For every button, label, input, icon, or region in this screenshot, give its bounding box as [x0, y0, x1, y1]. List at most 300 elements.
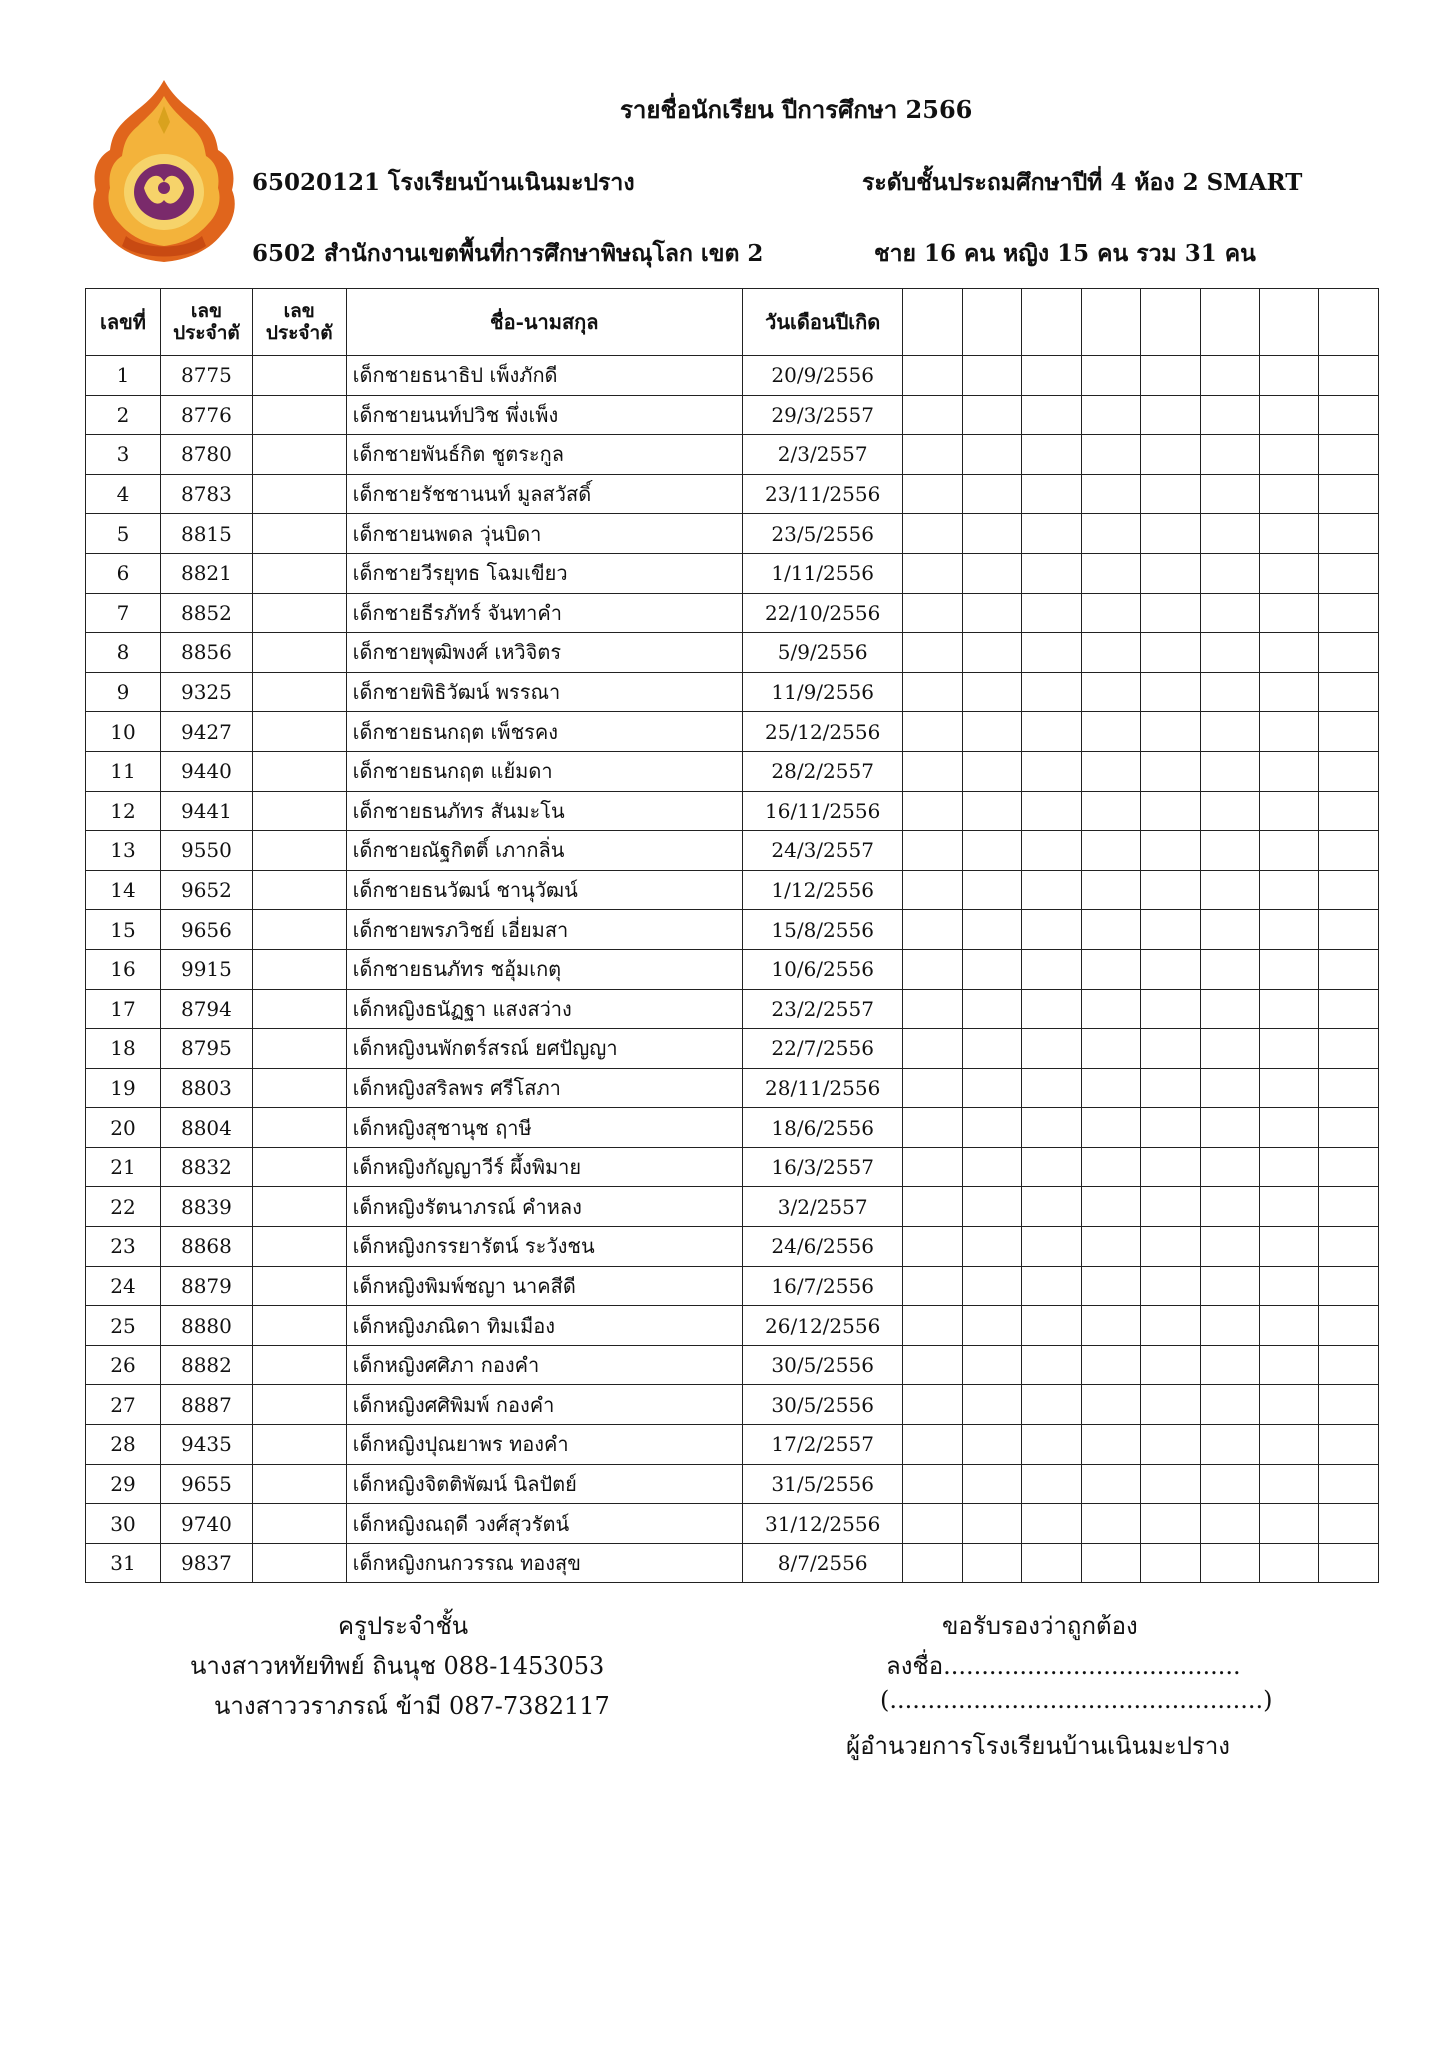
student-id-2	[252, 712, 346, 752]
blank-cell	[1319, 553, 1379, 593]
blank-cell	[1319, 1504, 1379, 1544]
date-of-birth: 28/11/2556	[742, 1068, 903, 1108]
student-id-2	[252, 633, 346, 673]
blank-cell	[1319, 1385, 1379, 1425]
student-name: เด็กหญิงพิมพ์ชญา นาคสีดี	[346, 1266, 742, 1306]
blank-cell	[1081, 791, 1140, 831]
blank-cell	[1022, 791, 1081, 831]
blank-cell	[1260, 553, 1319, 593]
table-row	[86, 910, 1379, 950]
table-row	[86, 751, 1379, 791]
signature-name-line: (.................................................)	[880, 1686, 1273, 1714]
row-number: 14	[86, 870, 161, 910]
blank-cell	[1319, 356, 1379, 396]
row-number: 21	[86, 1147, 161, 1187]
blank-cell	[1141, 1504, 1200, 1544]
student-name: เด็กหญิงสุชานุช ฤาษี	[346, 1108, 742, 1148]
blank-cell	[1141, 751, 1200, 791]
table-row	[86, 395, 1379, 435]
blank-cell	[962, 831, 1021, 871]
blank-cell	[903, 395, 962, 435]
student-id: 9740	[161, 1504, 253, 1544]
blank-cell	[1319, 1108, 1379, 1148]
student-id-2	[252, 870, 346, 910]
blank-cell	[962, 1345, 1021, 1385]
table-row	[86, 712, 1379, 752]
row-number: 31	[86, 1543, 161, 1583]
blank-cell	[1081, 1306, 1140, 1346]
blank-cell	[1081, 1187, 1140, 1227]
student-id: 8804	[161, 1108, 253, 1148]
date-of-birth: 16/7/2556	[742, 1266, 903, 1306]
student-name: เด็กชายธนกฤต เพ็ชรคง	[346, 712, 742, 752]
student-roster-table	[85, 288, 1379, 1583]
signature-line: ลงชื่อ.......................................	[886, 1652, 1241, 1680]
date-of-birth: 10/6/2556	[742, 949, 903, 989]
blank-cell	[1260, 593, 1319, 633]
row-number: 16	[86, 949, 161, 989]
blank-cell	[903, 1266, 962, 1306]
blank-cell	[903, 553, 962, 593]
student-id-2	[252, 989, 346, 1029]
blank-cell	[1200, 949, 1259, 989]
blank-cell	[1260, 1266, 1319, 1306]
blank-cell	[1200, 831, 1259, 871]
blank-cell	[1260, 989, 1319, 1029]
blank-cell	[1141, 831, 1200, 871]
row-number: 11	[86, 751, 161, 791]
blank-cell	[1141, 1306, 1200, 1346]
row-number: 30	[86, 1504, 161, 1544]
blank-cell	[1200, 435, 1259, 475]
student-name: เด็กชายรัชชานนท์ มูลสวัสดิ์	[346, 474, 742, 514]
header-blank	[962, 289, 1021, 356]
blank-cell	[1260, 1029, 1319, 1069]
blank-cell	[1200, 356, 1259, 396]
student-name: เด็กหญิงปุณยาพร ทองคำ	[346, 1425, 742, 1465]
student-id: 9435	[161, 1425, 253, 1465]
blank-cell	[1260, 1147, 1319, 1187]
row-number: 29	[86, 1464, 161, 1504]
blank-cell	[1260, 1425, 1319, 1465]
table-row	[86, 1068, 1379, 1108]
blank-cell	[1141, 395, 1200, 435]
blank-cell	[903, 870, 962, 910]
table-row	[86, 1147, 1379, 1187]
blank-cell	[903, 1108, 962, 1148]
blank-cell	[1260, 831, 1319, 871]
blank-cell	[962, 1385, 1021, 1425]
student-name: เด็กหญิงธนัฏฐา แสงสว่าง	[346, 989, 742, 1029]
table-row	[86, 1425, 1379, 1465]
student-name: เด็กชายพิธิวัฒน์ พรรณา	[346, 672, 742, 712]
blank-cell	[1141, 712, 1200, 752]
student-id: 9427	[161, 712, 253, 752]
student-name: เด็กชายณัฐกิตติ์ เภากลิ่น	[346, 831, 742, 871]
student-id: 8815	[161, 514, 253, 554]
blank-cell	[1200, 1266, 1259, 1306]
blank-cell	[903, 1543, 962, 1583]
table-body	[86, 356, 1379, 1583]
student-id: 9652	[161, 870, 253, 910]
blank-cell	[903, 831, 962, 871]
table-row	[86, 791, 1379, 831]
blank-cell	[1141, 1029, 1200, 1069]
student-id-2	[252, 356, 346, 396]
blank-cell	[1081, 1543, 1140, 1583]
date-of-birth: 16/11/2556	[742, 791, 903, 831]
row-number: 10	[86, 712, 161, 752]
student-id: 9837	[161, 1543, 253, 1583]
student-id: 8887	[161, 1385, 253, 1425]
blank-cell	[1200, 1504, 1259, 1544]
student-name: เด็กหญิงกรรยารัตน์ ระวังชน	[346, 1227, 742, 1267]
date-of-birth: 8/7/2556	[742, 1543, 903, 1583]
blank-cell	[1319, 989, 1379, 1029]
table-row	[86, 356, 1379, 396]
blank-cell	[1319, 633, 1379, 673]
blank-cell	[1022, 553, 1081, 593]
blank-cell	[1200, 1227, 1259, 1267]
student-name: เด็กหญิงณฤดี วงศ์สุวรัตน์	[346, 1504, 742, 1544]
blank-cell	[1260, 870, 1319, 910]
blank-cell	[1260, 1464, 1319, 1504]
student-name: เด็กหญิงศศิพิมพ์ กองคำ	[346, 1385, 742, 1425]
date-of-birth: 1/11/2556	[742, 553, 903, 593]
row-number: 19	[86, 1068, 161, 1108]
blank-cell	[1022, 1425, 1081, 1465]
student-id-2	[252, 831, 346, 871]
table-row	[86, 1029, 1379, 1069]
blank-cell	[1260, 751, 1319, 791]
row-number: 4	[86, 474, 161, 514]
blank-cell	[1081, 949, 1140, 989]
row-number: 1	[86, 356, 161, 396]
blank-cell	[903, 474, 962, 514]
header-blank	[1260, 289, 1319, 356]
blank-cell	[962, 1227, 1021, 1267]
blank-cell	[903, 751, 962, 791]
row-number: 3	[86, 435, 161, 475]
blank-cell	[1260, 514, 1319, 554]
date-of-birth: 30/5/2556	[742, 1385, 903, 1425]
blank-cell	[903, 1227, 962, 1267]
student-name: เด็กชายธนภัทร ชอุ้มเกตุ	[346, 949, 742, 989]
blank-cell	[1319, 593, 1379, 633]
blank-cell	[1200, 1425, 1259, 1465]
table-row	[86, 1266, 1379, 1306]
blank-cell	[1200, 870, 1259, 910]
document-title: รายชื่อนักเรียน ปีการศึกษา 2566	[620, 95, 973, 124]
blank-cell	[1141, 1147, 1200, 1187]
blank-cell	[1022, 1108, 1081, 1148]
blank-cell	[1141, 553, 1200, 593]
blank-cell	[1022, 474, 1081, 514]
student-name: เด็กชายนพดล วุ่นบิดา	[346, 514, 742, 554]
student-id-2	[252, 553, 346, 593]
date-of-birth: 17/2/2557	[742, 1425, 903, 1465]
table-row	[86, 474, 1379, 514]
table-row	[86, 1385, 1379, 1425]
student-id: 8794	[161, 989, 253, 1029]
date-of-birth: 22/10/2556	[742, 593, 903, 633]
table-row	[86, 1345, 1379, 1385]
blank-cell	[1319, 870, 1379, 910]
blank-cell	[1081, 672, 1140, 712]
table-row	[86, 1464, 1379, 1504]
student-id-2	[252, 435, 346, 475]
blank-cell	[903, 1425, 962, 1465]
blank-cell	[1081, 1227, 1140, 1267]
blank-cell	[1200, 633, 1259, 673]
blank-cell	[1022, 395, 1081, 435]
student-id-2	[252, 1345, 346, 1385]
blank-cell	[1141, 1227, 1200, 1267]
blank-cell	[1081, 514, 1140, 554]
blank-cell	[1022, 1306, 1081, 1346]
table-row	[86, 1227, 1379, 1267]
header-student-id-top: เลข	[190, 300, 222, 322]
row-number: 2	[86, 395, 161, 435]
blank-cell	[1081, 712, 1140, 752]
blank-cell	[1319, 672, 1379, 712]
header-dob: วันเดือนปีเกิด	[742, 289, 903, 356]
blank-cell	[1260, 435, 1319, 475]
blank-cell	[1081, 751, 1140, 791]
blank-cell	[1319, 831, 1379, 871]
date-of-birth: 24/3/2557	[742, 831, 903, 871]
student-name: เด็กหญิงกนกวรรณ ทองสุข	[346, 1543, 742, 1583]
student-id-2	[252, 1385, 346, 1425]
date-of-birth: 5/9/2556	[742, 633, 903, 673]
blank-cell	[1319, 949, 1379, 989]
blank-cell	[962, 633, 1021, 673]
blank-cell	[1319, 1345, 1379, 1385]
blank-cell	[1081, 1425, 1140, 1465]
blank-cell	[1141, 870, 1200, 910]
blank-cell	[1022, 910, 1081, 950]
student-id: 8821	[161, 553, 253, 593]
student-name: เด็กชายพันธ์กิต ชูตระกูล	[346, 435, 742, 475]
blank-cell	[903, 593, 962, 633]
student-name: เด็กชายพุฒิพงศ์ เหวิจิตร	[346, 633, 742, 673]
blank-cell	[1081, 989, 1140, 1029]
blank-cell	[1319, 1147, 1379, 1187]
row-number: 15	[86, 910, 161, 950]
date-of-birth: 24/6/2556	[742, 1227, 903, 1267]
blank-cell	[1260, 356, 1319, 396]
student-id: 8803	[161, 1068, 253, 1108]
blank-cell	[903, 1147, 962, 1187]
blank-cell	[962, 989, 1021, 1029]
table-row	[86, 1504, 1379, 1544]
student-id-2	[252, 949, 346, 989]
table-header-row	[86, 289, 1379, 356]
student-id-2	[252, 1464, 346, 1504]
student-name: เด็กชายวีรยุทธ โฉมเขียว	[346, 553, 742, 593]
blank-cell	[1200, 910, 1259, 950]
student-name: เด็กหญิงนพักตร์สรณ์ ยศปัญญา	[346, 1029, 742, 1069]
blank-cell	[1141, 989, 1200, 1029]
blank-cell	[1022, 1227, 1081, 1267]
blank-cell	[1260, 1504, 1319, 1544]
blank-cell	[903, 514, 962, 554]
row-number: 23	[86, 1227, 161, 1267]
blank-cell	[1200, 1108, 1259, 1148]
table-row	[86, 553, 1379, 593]
blank-cell	[1260, 949, 1319, 989]
blank-cell	[1200, 1464, 1259, 1504]
date-of-birth: 3/2/2557	[742, 1187, 903, 1227]
blank-cell	[1319, 1227, 1379, 1267]
blank-cell	[962, 1504, 1021, 1544]
row-number: 9	[86, 672, 161, 712]
row-number: 7	[86, 593, 161, 633]
table-row	[86, 831, 1379, 871]
blank-cell	[1081, 356, 1140, 396]
student-name: เด็กหญิงศศิภา กองคำ	[346, 1345, 742, 1385]
blank-cell	[1260, 1345, 1319, 1385]
student-name: เด็กชายนนท์ปวิช พึ่งเพ็ง	[346, 395, 742, 435]
date-of-birth: 22/7/2556	[742, 1029, 903, 1069]
blank-cell	[1141, 949, 1200, 989]
blank-cell	[1141, 910, 1200, 950]
blank-cell	[1081, 1108, 1140, 1148]
blank-cell	[1081, 593, 1140, 633]
student-id-2	[252, 1425, 346, 1465]
student-id-2	[252, 1543, 346, 1583]
student-id: 9656	[161, 910, 253, 950]
blank-cell	[1081, 553, 1140, 593]
table-row	[86, 870, 1379, 910]
student-id: 8780	[161, 435, 253, 475]
blank-cell	[1081, 435, 1140, 475]
blank-cell	[1319, 910, 1379, 950]
blank-cell	[1081, 633, 1140, 673]
header-no: เลขที่	[86, 289, 161, 356]
header-blank	[1200, 289, 1259, 356]
table-row	[86, 949, 1379, 989]
blank-cell	[1200, 791, 1259, 831]
blank-cell	[1260, 1108, 1319, 1148]
blank-cell	[1081, 474, 1140, 514]
blank-cell	[1141, 1266, 1200, 1306]
blank-cell	[903, 1068, 962, 1108]
certification-text: ขอรับรองว่าถูกต้อง	[942, 1612, 1138, 1640]
row-number: 24	[86, 1266, 161, 1306]
blank-cell	[1319, 712, 1379, 752]
student-id: 8839	[161, 1187, 253, 1227]
blank-cell	[1200, 1029, 1259, 1069]
row-number: 25	[86, 1306, 161, 1346]
blank-cell	[1200, 1147, 1259, 1187]
blank-cell	[1200, 672, 1259, 712]
blank-cell	[1141, 1187, 1200, 1227]
blank-cell	[962, 395, 1021, 435]
student-name: เด็กหญิงสริลพร ศรีโสภา	[346, 1068, 742, 1108]
blank-cell	[1260, 633, 1319, 673]
blank-cell	[1141, 1345, 1200, 1385]
date-of-birth: 23/2/2557	[742, 989, 903, 1029]
table-row	[86, 514, 1379, 554]
date-of-birth: 16/3/2557	[742, 1147, 903, 1187]
student-id: 8832	[161, 1147, 253, 1187]
table-row	[86, 1108, 1379, 1148]
blank-cell	[1022, 1029, 1081, 1069]
date-of-birth: 26/12/2556	[742, 1306, 903, 1346]
date-of-birth: 23/5/2556	[742, 514, 903, 554]
blank-cell	[962, 1266, 1021, 1306]
blank-cell	[903, 633, 962, 673]
row-number: 28	[86, 1425, 161, 1465]
date-of-birth: 2/3/2557	[742, 435, 903, 475]
table-row	[86, 672, 1379, 712]
blank-cell	[903, 1187, 962, 1227]
header-blank	[1081, 289, 1140, 356]
student-id-2	[252, 791, 346, 831]
blank-cell	[1022, 870, 1081, 910]
student-id-2	[252, 1306, 346, 1346]
row-number: 17	[86, 989, 161, 1029]
blank-cell	[1319, 1425, 1379, 1465]
student-id-2	[252, 751, 346, 791]
blank-cell	[903, 949, 962, 989]
school-emblem-logo	[86, 76, 242, 266]
blank-cell	[1260, 474, 1319, 514]
student-name: เด็กชายพรภวิชย์ เอี่ยมสา	[346, 910, 742, 950]
blank-cell	[962, 910, 1021, 950]
blank-cell	[1200, 474, 1259, 514]
blank-cell	[903, 910, 962, 950]
blank-cell	[1022, 989, 1081, 1029]
blank-cell	[962, 791, 1021, 831]
blank-cell	[1260, 672, 1319, 712]
student-name: เด็กชายธนาธิป เพ็งภักดี	[346, 356, 742, 396]
blank-cell	[1022, 1147, 1081, 1187]
blank-cell	[1200, 553, 1259, 593]
table-row	[86, 989, 1379, 1029]
blank-cell	[1022, 1187, 1081, 1227]
blank-cell	[1141, 1464, 1200, 1504]
header-student-id-2	[252, 289, 346, 356]
class-level: ระดับชั้นประถมศึกษาปีที่ 4 ห้อง 2 SMART	[862, 169, 1303, 196]
date-of-birth: 31/12/2556	[742, 1504, 903, 1544]
blank-cell	[1022, 1345, 1081, 1385]
table-row	[86, 633, 1379, 673]
student-id-2	[252, 593, 346, 633]
blank-cell	[903, 1345, 962, 1385]
education-area: 6502 สำนักงานเขตพื้นที่การศึกษาพิษณุโลก เขต 2	[252, 240, 764, 267]
blank-cell	[1141, 435, 1200, 475]
table-row	[86, 593, 1379, 633]
blank-cell	[1260, 1385, 1319, 1425]
blank-cell	[962, 1108, 1021, 1148]
blank-cell	[1141, 514, 1200, 554]
blank-cell	[1200, 989, 1259, 1029]
blank-cell	[1200, 712, 1259, 752]
director-title: ผู้อำนวยการโรงเรียนบ้านเนินมะปราง	[846, 1732, 1231, 1760]
blank-cell	[962, 474, 1021, 514]
blank-cell	[1081, 395, 1140, 435]
student-id: 8880	[161, 1306, 253, 1346]
student-name: เด็กชายธนกฤต แย้มดา	[346, 751, 742, 791]
header-student-id	[161, 289, 253, 356]
teacher-1-contact: นางสาวหทัยทิพย์ ถินนุช 088-1453053	[190, 1652, 605, 1680]
student-id-2	[252, 1266, 346, 1306]
row-number: 12	[86, 791, 161, 831]
blank-cell	[1081, 1029, 1140, 1069]
student-id: 9440	[161, 751, 253, 791]
